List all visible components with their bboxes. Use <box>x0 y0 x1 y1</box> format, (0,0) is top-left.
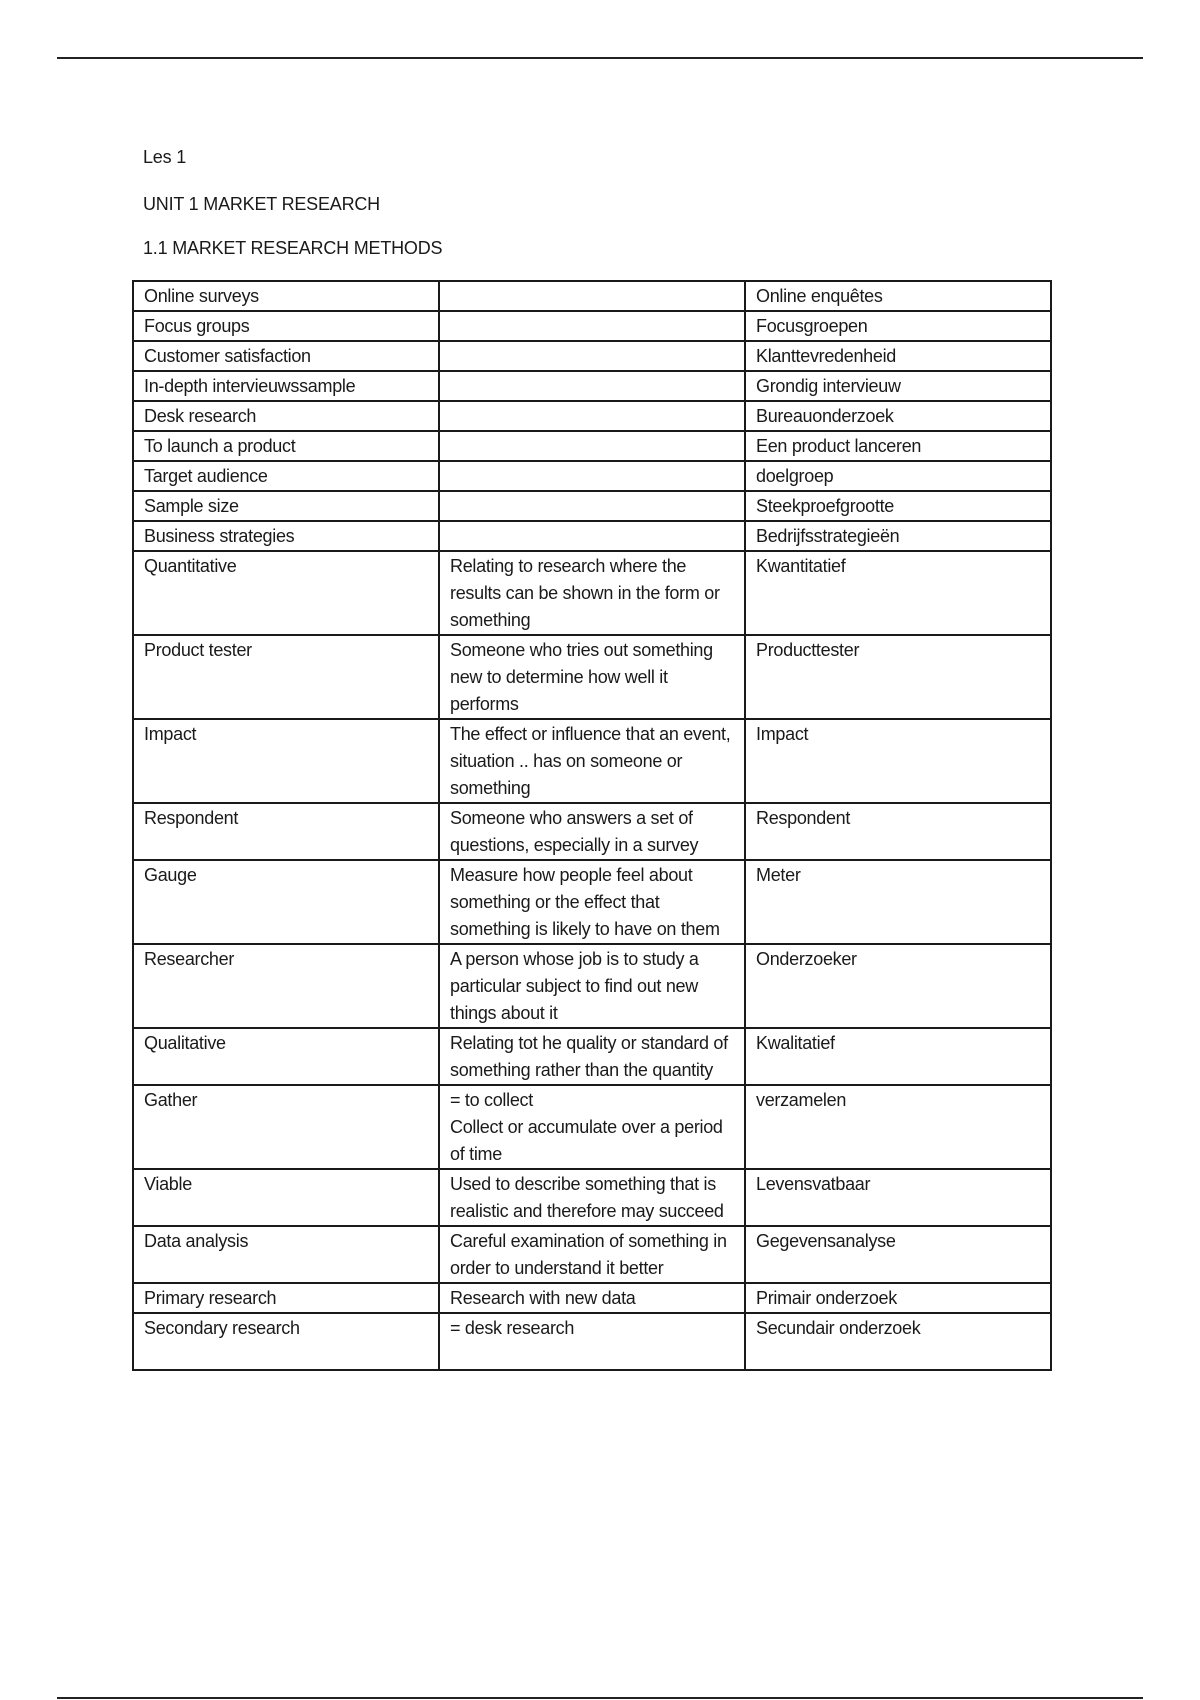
translation-cell: Een product lanceren <box>745 431 1051 461</box>
table-row <box>133 521 1051 551</box>
table-row <box>133 371 1051 401</box>
table-row <box>133 431 1051 461</box>
vocabulary-table <box>132 280 1052 1371</box>
term-cell: Business strategies <box>133 521 439 551</box>
translation-cell: Grondig intervieuw <box>745 371 1051 401</box>
definition-cell <box>439 281 745 311</box>
translation-cell: Kwalitatief <box>745 1028 1051 1085</box>
page-top-rule <box>57 57 1143 59</box>
section-title: 1.1 MARKET RESEARCH METHODS <box>143 238 443 258</box>
term-cell: Sample size <box>133 491 439 521</box>
term-cell: Online surveys <box>133 281 439 311</box>
definition-cell: Careful examination of something in order to understand it better <box>439 1226 745 1283</box>
definition-cell: = to collect Collect or accumulate over a period of time <box>439 1085 745 1169</box>
translation-cell: verzamelen <box>745 1085 1051 1169</box>
translation-cell: Kwantitatief <box>745 551 1051 635</box>
table-row <box>133 1169 1051 1226</box>
term-cell: Focus groups <box>133 311 439 341</box>
term-cell: Impact <box>133 719 439 803</box>
term-cell: In-depth intervieuwssample <box>133 371 439 401</box>
definition-cell: A person whose job is to study a particular subject to find out new things about it <box>439 944 745 1028</box>
translation-cell: Respondent <box>745 803 1051 860</box>
table-row <box>133 1085 1051 1169</box>
table-row <box>133 944 1051 1028</box>
translation-cell: Levensvatbaar <box>745 1169 1051 1226</box>
definition-cell: Someone who tries out something new to determine how well it performs <box>439 635 745 719</box>
definition-cell <box>439 311 745 341</box>
definition-cell <box>439 431 745 461</box>
term-cell: Customer satisfaction <box>133 341 439 371</box>
definition-cell <box>439 371 745 401</box>
table-row <box>133 803 1051 860</box>
table-row <box>133 635 1051 719</box>
unit-title: UNIT 1 MARKET RESEARCH <box>143 194 380 214</box>
table-row <box>133 311 1051 341</box>
translation-cell: Bureauonderzoek <box>745 401 1051 431</box>
table-row <box>133 551 1051 635</box>
translation-cell: Onderzoeker <box>745 944 1051 1028</box>
table-row <box>133 341 1051 371</box>
table-row <box>133 1283 1051 1313</box>
translation-cell: Steekproefgrootte <box>745 491 1051 521</box>
translation-cell: Online enquêtes <box>745 281 1051 311</box>
term-cell: Researcher <box>133 944 439 1028</box>
definition-cell: Research with new data <box>439 1283 745 1313</box>
term-cell: Secondary research <box>133 1313 439 1370</box>
term-cell: Gather <box>133 1085 439 1169</box>
definition-cell <box>439 401 745 431</box>
definition-cell: Someone who answers a set of questions, especially in a survey <box>439 803 745 860</box>
translation-cell: Focusgroepen <box>745 311 1051 341</box>
definition-cell <box>439 461 745 491</box>
term-cell: Quantitative <box>133 551 439 635</box>
table-row <box>133 461 1051 491</box>
term-cell: To launch a product <box>133 431 439 461</box>
term-cell: Product tester <box>133 635 439 719</box>
term-cell: Qualitative <box>133 1028 439 1085</box>
table-row <box>133 1313 1051 1370</box>
table-row <box>133 401 1051 431</box>
vocabulary-table-body <box>133 281 1051 1370</box>
translation-cell: Primair onderzoek <box>745 1283 1051 1313</box>
translation-cell: Klanttevredenheid <box>745 341 1051 371</box>
definition-cell: Relating tot he quality or standard of something rather than the quantity <box>439 1028 745 1085</box>
definition-cell: = desk research <box>439 1313 745 1370</box>
page-bottom-rule <box>57 1697 1143 1699</box>
definition-cell: The effect or influence that an event, situation .. has on someone or something <box>439 719 745 803</box>
translation-cell: Gegevensanalyse <box>745 1226 1051 1283</box>
translation-cell: Impact <box>745 719 1051 803</box>
table-row <box>133 281 1051 311</box>
definition-cell <box>439 341 745 371</box>
definition-cell <box>439 521 745 551</box>
term-cell: Viable <box>133 1169 439 1226</box>
table-row <box>133 719 1051 803</box>
term-cell: Gauge <box>133 860 439 944</box>
translation-cell: Secundair onderzoek <box>745 1313 1051 1370</box>
definition-cell: Used to describe something that is realistic and therefore may succeed <box>439 1169 745 1226</box>
lesson-label: Les 1 <box>143 147 187 167</box>
definition-cell: Measure how people feel about something or the effect that something is likely to have on them <box>439 860 745 944</box>
table-row <box>133 1226 1051 1283</box>
translation-cell: Bedrijfsstrategieën <box>745 521 1051 551</box>
translation-cell: Meter <box>745 860 1051 944</box>
term-cell: Target audience <box>133 461 439 491</box>
term-cell: Primary research <box>133 1283 439 1313</box>
term-cell: Respondent <box>133 803 439 860</box>
table-row <box>133 1028 1051 1085</box>
term-cell: Desk research <box>133 401 439 431</box>
definition-cell <box>439 491 745 521</box>
translation-cell: doelgroep <box>745 461 1051 491</box>
translation-cell: Producttester <box>745 635 1051 719</box>
definition-cell: Relating to research where the results can be shown in the form or something <box>439 551 745 635</box>
table-row <box>133 860 1051 944</box>
term-cell: Data analysis <box>133 1226 439 1283</box>
table-row <box>133 491 1051 521</box>
